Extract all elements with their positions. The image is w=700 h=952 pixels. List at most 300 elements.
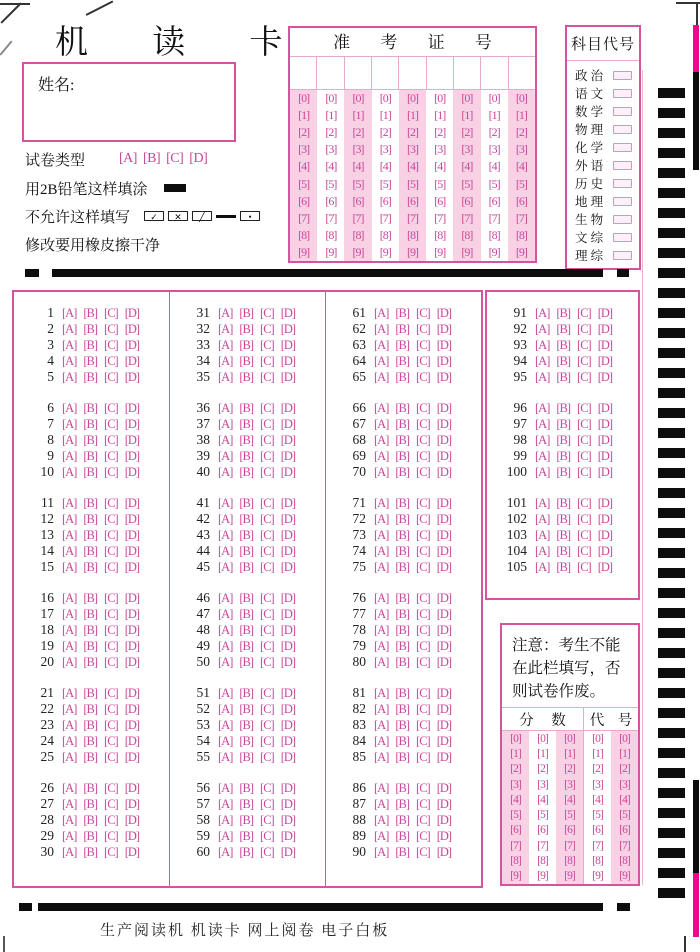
exam-digit-bubble-3[interactable]: [3]	[325, 142, 337, 157]
score-digit-bubble-4[interactable]: [4]	[564, 793, 575, 806]
score-digit-bubble-5[interactable]: [5]	[510, 809, 521, 822]
exam-digit-bubble-1[interactable]: [1]	[325, 108, 337, 123]
answer-bubble-40-D[interactable]: [D]	[280, 464, 296, 479]
exam-digit-bubble-3[interactable]: [3]	[488, 142, 500, 157]
exam-digit-bubble-3[interactable]: [3]	[461, 142, 473, 157]
answer-bubble-5-D[interactable]: [D]	[124, 369, 140, 384]
answer-bubble-2-A[interactable]: [A]	[62, 321, 77, 336]
exam-digit-bubble-4[interactable]: [4]	[515, 159, 527, 174]
score-digit-bubble-3[interactable]: [3]	[537, 778, 548, 791]
answer-bubble-69-A[interactable]: [A]	[374, 448, 389, 463]
answer-bubble-98-B[interactable]: [B]	[556, 432, 571, 447]
answer-bubble-76-A[interactable]: [A]	[374, 590, 389, 605]
score-digit-bubble-9[interactable]: [9]	[510, 870, 521, 883]
answer-bubble-1-C[interactable]: [C]	[104, 305, 118, 320]
answer-bubble-38-B[interactable]: [B]	[239, 432, 254, 447]
answer-bubble-6-C[interactable]: [C]	[104, 400, 118, 415]
answer-bubble-24-B[interactable]: [B]	[83, 733, 98, 748]
score-digit-bubble-4[interactable]: [4]	[537, 793, 548, 806]
answer-bubble-75-D[interactable]: [D]	[436, 559, 452, 574]
answer-bubble-57-B[interactable]: [B]	[239, 796, 254, 811]
answer-bubble-59-A[interactable]: [A]	[218, 828, 233, 843]
exam-digit-bubble-8[interactable]: [8]	[406, 227, 418, 242]
exam-digit-bubble-7[interactable]: [7]	[406, 210, 418, 225]
score-digit-bubble-0[interactable]: [0]	[510, 732, 521, 745]
answer-bubble-48-D[interactable]: [D]	[280, 622, 296, 637]
answer-bubble-91-C[interactable]: [C]	[577, 305, 591, 320]
exam-digit-bubble-5[interactable]: [5]	[434, 176, 446, 191]
answer-bubble-41-B[interactable]: [B]	[239, 495, 254, 510]
answer-bubble-44-D[interactable]: [D]	[280, 543, 296, 558]
answer-bubble-42-A[interactable]: [A]	[218, 511, 233, 526]
answer-bubble-68-B[interactable]: [B]	[395, 432, 410, 447]
answer-bubble-9-D[interactable]: [D]	[124, 448, 140, 463]
answer-bubble-90-D[interactable]: [D]	[436, 844, 452, 859]
answer-bubble-50-C[interactable]: [C]	[260, 654, 274, 669]
answer-bubble-64-D[interactable]: [D]	[436, 353, 452, 368]
answer-bubble-103-A[interactable]: [A]	[535, 527, 550, 542]
answer-bubble-37-B[interactable]: [B]	[239, 416, 254, 431]
answer-bubble-45-C[interactable]: [C]	[260, 559, 274, 574]
score-digit-bubble-8[interactable]: [8]	[537, 855, 548, 868]
answer-bubble-3-A[interactable]: [A]	[62, 337, 77, 352]
exam-digit-bubble-4[interactable]: [4]	[352, 159, 364, 174]
answer-bubble-67-B[interactable]: [B]	[395, 416, 410, 431]
exam-number-write-cell[interactable]	[508, 57, 535, 89]
answer-bubble-29-D[interactable]: [D]	[124, 828, 140, 843]
answer-bubble-40-A[interactable]: [A]	[218, 464, 233, 479]
exam-digit-bubble-8[interactable]: [8]	[488, 227, 500, 242]
answer-bubble-8-A[interactable]: [A]	[62, 432, 77, 447]
answer-bubble-6-A[interactable]: [A]	[62, 400, 77, 415]
answer-bubble-61-A[interactable]: [A]	[374, 305, 389, 320]
answer-bubble-45-A[interactable]: [A]	[218, 559, 233, 574]
answer-bubble-43-C[interactable]: [C]	[260, 527, 274, 542]
paper-type-bubble-C[interactable]: [C]	[166, 151, 184, 166]
answer-bubble-71-B[interactable]: [B]	[395, 495, 410, 510]
answer-bubble-34-A[interactable]: [A]	[218, 353, 233, 368]
answer-bubble-75-A[interactable]: [A]	[374, 559, 389, 574]
exam-digit-bubble-4[interactable]: [4]	[379, 159, 391, 174]
answer-bubble-30-B[interactable]: [B]	[83, 844, 98, 859]
answer-bubble-96-B[interactable]: [B]	[556, 400, 571, 415]
answer-bubble-26-A[interactable]: [A]	[62, 780, 77, 795]
answer-bubble-26-D[interactable]: [D]	[124, 780, 140, 795]
answer-bubble-42-D[interactable]: [D]	[280, 511, 296, 526]
exam-digit-bubble-1[interactable]: [1]	[298, 108, 310, 123]
answer-bubble-81-B[interactable]: [B]	[395, 685, 410, 700]
answer-bubble-26-B[interactable]: [B]	[83, 780, 98, 795]
answer-bubble-61-B[interactable]: [B]	[395, 305, 410, 320]
exam-digit-bubble-0[interactable]: [0]	[434, 91, 446, 106]
answer-bubble-8-D[interactable]: [D]	[124, 432, 140, 447]
answer-bubble-105-D[interactable]: [D]	[597, 559, 613, 574]
answer-bubble-44-A[interactable]: [A]	[218, 543, 233, 558]
answer-bubble-65-B[interactable]: [B]	[395, 369, 410, 384]
answer-bubble-91-D[interactable]: [D]	[597, 305, 613, 320]
subject-bubble[interactable]	[613, 125, 632, 134]
answer-bubble-72-A[interactable]: [A]	[374, 511, 389, 526]
answer-bubble-1-A[interactable]: [A]	[62, 305, 77, 320]
exam-digit-bubble-1[interactable]: [1]	[488, 108, 500, 123]
answer-bubble-13-B[interactable]: [B]	[83, 527, 98, 542]
score-digit-bubble-0[interactable]: [0]	[592, 732, 603, 745]
answer-bubble-101-B[interactable]: [B]	[556, 495, 571, 510]
score-digit-bubble-8[interactable]: [8]	[592, 855, 603, 868]
exam-digit-bubble-5[interactable]: [5]	[488, 176, 500, 191]
exam-digit-bubble-3[interactable]: [3]	[515, 142, 527, 157]
subject-bubble[interactable]	[613, 251, 632, 260]
answer-bubble-88-B[interactable]: [B]	[395, 812, 410, 827]
answer-bubble-98-D[interactable]: [D]	[597, 432, 613, 447]
answer-bubble-12-C[interactable]: [C]	[104, 511, 118, 526]
answer-bubble-4-A[interactable]: [A]	[62, 353, 77, 368]
answer-bubble-20-C[interactable]: [C]	[104, 654, 118, 669]
exam-digit-bubble-2[interactable]: [2]	[298, 125, 310, 140]
answer-bubble-41-C[interactable]: [C]	[260, 495, 274, 510]
answer-bubble-12-B[interactable]: [B]	[83, 511, 98, 526]
exam-digit-bubble-9[interactable]: [9]	[406, 244, 418, 259]
answer-bubble-56-D[interactable]: [D]	[280, 780, 296, 795]
score-digit-bubble-2[interactable]: [2]	[510, 763, 521, 776]
answer-bubble-9-A[interactable]: [A]	[62, 448, 77, 463]
answer-bubble-81-C[interactable]: [C]	[416, 685, 430, 700]
answer-bubble-101-A[interactable]: [A]	[535, 495, 550, 510]
answer-bubble-28-B[interactable]: [B]	[83, 812, 98, 827]
exam-digit-bubble-9[interactable]: [9]	[461, 244, 473, 259]
score-digit-bubble-7[interactable]: [7]	[510, 839, 521, 852]
answer-bubble-51-C[interactable]: [C]	[260, 685, 274, 700]
answer-bubble-81-A[interactable]: [A]	[374, 685, 389, 700]
answer-bubble-103-B[interactable]: [B]	[556, 527, 571, 542]
answer-bubble-95-D[interactable]: [D]	[597, 369, 613, 384]
exam-digit-bubble-7[interactable]: [7]	[434, 210, 446, 225]
answer-bubble-100-D[interactable]: [D]	[597, 464, 613, 479]
answer-bubble-5-B[interactable]: [B]	[83, 369, 98, 384]
answer-bubble-69-B[interactable]: [B]	[395, 448, 410, 463]
answer-bubble-41-D[interactable]: [D]	[280, 495, 296, 510]
answer-bubble-58-B[interactable]: [B]	[239, 812, 254, 827]
exam-digit-bubble-9[interactable]: [9]	[298, 244, 310, 259]
answer-bubble-86-C[interactable]: [C]	[416, 780, 430, 795]
answer-bubble-45-D[interactable]: [D]	[280, 559, 296, 574]
answer-bubble-62-B[interactable]: [B]	[395, 321, 410, 336]
answer-bubble-86-B[interactable]: [B]	[395, 780, 410, 795]
answer-bubble-14-C[interactable]: [C]	[104, 543, 118, 558]
answer-bubble-35-A[interactable]: [A]	[218, 369, 233, 384]
answer-bubble-83-C[interactable]: [C]	[416, 717, 430, 732]
answer-bubble-9-C[interactable]: [C]	[104, 448, 118, 463]
answer-bubble-63-C[interactable]: [C]	[416, 337, 430, 352]
exam-digit-bubble-2[interactable]: [2]	[461, 125, 473, 140]
answer-bubble-21-C[interactable]: [C]	[104, 685, 118, 700]
answer-bubble-23-B[interactable]: [B]	[83, 717, 98, 732]
score-digit-bubble-5[interactable]: [5]	[537, 809, 548, 822]
answer-bubble-89-C[interactable]: [C]	[416, 828, 430, 843]
score-digit-bubble-4[interactable]: [4]	[592, 793, 603, 806]
score-digit-bubble-7[interactable]: [7]	[564, 839, 575, 852]
answer-bubble-104-A[interactable]: [A]	[535, 543, 550, 558]
score-digit-bubble-1[interactable]: [1]	[510, 747, 521, 760]
answer-bubble-48-B[interactable]: [B]	[239, 622, 254, 637]
exam-digit-bubble-1[interactable]: [1]	[406, 108, 418, 123]
answer-bubble-37-A[interactable]: [A]	[218, 416, 233, 431]
answer-bubble-55-D[interactable]: [D]	[280, 749, 296, 764]
answer-bubble-94-D[interactable]: [D]	[597, 353, 613, 368]
answer-bubble-33-D[interactable]: [D]	[280, 337, 296, 352]
exam-digit-bubble-8[interactable]: [8]	[352, 227, 364, 242]
answer-bubble-21-B[interactable]: [B]	[83, 685, 98, 700]
answer-bubble-25-B[interactable]: [B]	[83, 749, 98, 764]
answer-bubble-99-A[interactable]: [A]	[535, 448, 550, 463]
answer-bubble-87-C[interactable]: [C]	[416, 796, 430, 811]
answer-bubble-86-A[interactable]: [A]	[374, 780, 389, 795]
answer-bubble-38-C[interactable]: [C]	[260, 432, 274, 447]
answer-bubble-44-B[interactable]: [B]	[239, 543, 254, 558]
answer-bubble-100-C[interactable]: [C]	[577, 464, 591, 479]
exam-digit-bubble-4[interactable]: [4]	[488, 159, 500, 174]
answer-bubble-8-B[interactable]: [B]	[83, 432, 98, 447]
answer-bubble-102-A[interactable]: [A]	[535, 511, 550, 526]
answer-bubble-39-B[interactable]: [B]	[239, 448, 254, 463]
answer-bubble-90-A[interactable]: [A]	[374, 844, 389, 859]
answer-bubble-99-B[interactable]: [B]	[556, 448, 571, 463]
answer-bubble-40-B[interactable]: [B]	[239, 464, 254, 479]
answer-bubble-62-C[interactable]: [C]	[416, 321, 430, 336]
exam-digit-bubble-0[interactable]: [0]	[379, 91, 391, 106]
answer-bubble-10-B[interactable]: [B]	[83, 464, 98, 479]
answer-bubble-55-B[interactable]: [B]	[239, 749, 254, 764]
answer-bubble-85-C[interactable]: [C]	[416, 749, 430, 764]
answer-bubble-25-C[interactable]: [C]	[104, 749, 118, 764]
answer-bubble-15-D[interactable]: [D]	[124, 559, 140, 574]
answer-bubble-91-A[interactable]: [A]	[535, 305, 550, 320]
exam-digit-bubble-5[interactable]: [5]	[406, 176, 418, 191]
answer-bubble-79-C[interactable]: [C]	[416, 638, 430, 653]
answer-bubble-67-C[interactable]: [C]	[416, 416, 430, 431]
answer-bubble-12-D[interactable]: [D]	[124, 511, 140, 526]
answer-bubble-85-D[interactable]: [D]	[436, 749, 452, 764]
answer-bubble-7-D[interactable]: [D]	[124, 416, 140, 431]
answer-bubble-45-B[interactable]: [B]	[239, 559, 254, 574]
answer-bubble-70-A[interactable]: [A]	[374, 464, 389, 479]
answer-bubble-60-C[interactable]: [C]	[260, 844, 274, 859]
answer-bubble-22-B[interactable]: [B]	[83, 701, 98, 716]
answer-bubble-76-B[interactable]: [B]	[395, 590, 410, 605]
answer-bubble-89-A[interactable]: [A]	[374, 828, 389, 843]
score-digit-bubble-5[interactable]: [5]	[619, 809, 630, 822]
answer-bubble-85-B[interactable]: [B]	[395, 749, 410, 764]
answer-bubble-97-A[interactable]: [A]	[535, 416, 550, 431]
answer-bubble-79-B[interactable]: [B]	[395, 638, 410, 653]
answer-bubble-46-B[interactable]: [B]	[239, 590, 254, 605]
answer-bubble-89-B[interactable]: [B]	[395, 828, 410, 843]
answer-bubble-37-C[interactable]: [C]	[260, 416, 274, 431]
answer-bubble-11-D[interactable]: [D]	[124, 495, 140, 510]
score-digit-bubble-2[interactable]: [2]	[592, 763, 603, 776]
name-box[interactable]	[22, 62, 236, 142]
score-digit-bubble-6[interactable]: [6]	[537, 824, 548, 837]
answer-bubble-101-C[interactable]: [C]	[577, 495, 591, 510]
answer-bubble-11-A[interactable]: [A]	[62, 495, 77, 510]
answer-bubble-53-A[interactable]: [A]	[218, 717, 233, 732]
answer-bubble-89-D[interactable]: [D]	[436, 828, 452, 843]
answer-bubble-78-B[interactable]: [B]	[395, 622, 410, 637]
exam-digit-bubble-9[interactable]: [9]	[379, 244, 391, 259]
answer-bubble-24-A[interactable]: [A]	[62, 733, 77, 748]
answer-bubble-67-A[interactable]: [A]	[374, 416, 389, 431]
answer-bubble-32-C[interactable]: [C]	[260, 321, 274, 336]
answer-bubble-82-D[interactable]: [D]	[436, 701, 452, 716]
answer-bubble-99-C[interactable]: [C]	[577, 448, 591, 463]
answer-bubble-9-B[interactable]: [B]	[83, 448, 98, 463]
exam-digit-bubble-5[interactable]: [5]	[461, 176, 473, 191]
exam-number-write-cell[interactable]	[290, 57, 316, 89]
exam-digit-bubble-7[interactable]: [7]	[379, 210, 391, 225]
answer-bubble-3-B[interactable]: [B]	[83, 337, 98, 352]
answer-bubble-26-C[interactable]: [C]	[104, 780, 118, 795]
answer-bubble-34-B[interactable]: [B]	[239, 353, 254, 368]
answer-bubble-29-C[interactable]: [C]	[104, 828, 118, 843]
answer-bubble-87-D[interactable]: [D]	[436, 796, 452, 811]
score-digit-bubble-6[interactable]: [6]	[619, 824, 630, 837]
answer-bubble-15-C[interactable]: [C]	[104, 559, 118, 574]
subject-bubble[interactable]	[613, 143, 632, 152]
answer-bubble-57-D[interactable]: [D]	[280, 796, 296, 811]
answer-bubble-94-B[interactable]: [B]	[556, 353, 571, 368]
exam-digit-bubble-9[interactable]: [9]	[434, 244, 446, 259]
answer-bubble-19-A[interactable]: [A]	[62, 638, 77, 653]
answer-bubble-80-D[interactable]: [D]	[436, 654, 452, 669]
answer-bubble-76-C[interactable]: [C]	[416, 590, 430, 605]
score-digit-bubble-1[interactable]: [1]	[592, 747, 603, 760]
answer-bubble-57-A[interactable]: [A]	[218, 796, 233, 811]
answer-bubble-46-D[interactable]: [D]	[280, 590, 296, 605]
score-digit-bubble-2[interactable]: [2]	[619, 763, 630, 776]
answer-bubble-10-D[interactable]: [D]	[124, 464, 140, 479]
answer-bubble-36-B[interactable]: [B]	[239, 400, 254, 415]
answer-bubble-59-C[interactable]: [C]	[260, 828, 274, 843]
answer-bubble-21-D[interactable]: [D]	[124, 685, 140, 700]
score-digit-bubble-0[interactable]: [0]	[537, 732, 548, 745]
answer-bubble-74-A[interactable]: [A]	[374, 543, 389, 558]
answer-bubble-34-C[interactable]: [C]	[260, 353, 274, 368]
answer-bubble-11-B[interactable]: [B]	[83, 495, 98, 510]
answer-bubble-31-A[interactable]: [A]	[218, 305, 233, 320]
answer-bubble-77-C[interactable]: [C]	[416, 606, 430, 621]
answer-bubble-83-D[interactable]: [D]	[436, 717, 452, 732]
answer-bubble-93-B[interactable]: [B]	[556, 337, 571, 352]
answer-bubble-102-B[interactable]: [B]	[556, 511, 571, 526]
answer-bubble-63-D[interactable]: [D]	[436, 337, 452, 352]
answer-bubble-23-A[interactable]: [A]	[62, 717, 77, 732]
exam-digit-bubble-7[interactable]: [7]	[488, 210, 500, 225]
score-digit-bubble-1[interactable]: [1]	[537, 747, 548, 760]
answer-bubble-20-D[interactable]: [D]	[124, 654, 140, 669]
exam-digit-bubble-2[interactable]: [2]	[406, 125, 418, 140]
answer-bubble-87-B[interactable]: [B]	[395, 796, 410, 811]
answer-bubble-28-D[interactable]: [D]	[124, 812, 140, 827]
answer-bubble-14-B[interactable]: [B]	[83, 543, 98, 558]
score-digit-bubble-9[interactable]: [9]	[564, 870, 575, 883]
answer-bubble-54-A[interactable]: [A]	[218, 733, 233, 748]
answer-bubble-77-B[interactable]: [B]	[395, 606, 410, 621]
score-digit-bubble-3[interactable]: [3]	[510, 778, 521, 791]
answer-bubble-16-B[interactable]: [B]	[83, 590, 98, 605]
answer-bubble-44-C[interactable]: [C]	[260, 543, 274, 558]
subject-bubble[interactable]	[613, 197, 632, 206]
answer-bubble-63-A[interactable]: [A]	[374, 337, 389, 352]
answer-bubble-13-C[interactable]: [C]	[104, 527, 118, 542]
answer-bubble-53-C[interactable]: [C]	[260, 717, 274, 732]
answer-bubble-72-D[interactable]: [D]	[436, 511, 452, 526]
score-digit-bubble-7[interactable]: [7]	[592, 839, 603, 852]
answer-bubble-52-C[interactable]: [C]	[260, 701, 274, 716]
answer-bubble-24-D[interactable]: [D]	[124, 733, 140, 748]
answer-bubble-27-C[interactable]: [C]	[104, 796, 118, 811]
answer-bubble-57-C[interactable]: [C]	[260, 796, 274, 811]
answer-bubble-35-B[interactable]: [B]	[239, 369, 254, 384]
answer-bubble-69-C[interactable]: [C]	[416, 448, 430, 463]
answer-bubble-18-B[interactable]: [B]	[83, 622, 98, 637]
answer-bubble-96-A[interactable]: [A]	[535, 400, 550, 415]
answer-bubble-92-B[interactable]: [B]	[556, 321, 571, 336]
answer-bubble-65-C[interactable]: [C]	[416, 369, 430, 384]
score-digit-bubble-9[interactable]: [9]	[619, 870, 630, 883]
answer-bubble-13-D[interactable]: [D]	[124, 527, 140, 542]
answer-bubble-52-D[interactable]: [D]	[280, 701, 296, 716]
answer-bubble-98-C[interactable]: [C]	[577, 432, 591, 447]
answer-bubble-39-D[interactable]: [D]	[280, 448, 296, 463]
answer-bubble-19-D[interactable]: [D]	[124, 638, 140, 653]
answer-bubble-62-D[interactable]: [D]	[436, 321, 452, 336]
exam-digit-bubble-6[interactable]: [6]	[379, 193, 391, 208]
answer-bubble-30-C[interactable]: [C]	[104, 844, 118, 859]
score-digit-bubble-4[interactable]: [4]	[619, 793, 630, 806]
answer-bubble-84-D[interactable]: [D]	[436, 733, 452, 748]
answer-bubble-58-A[interactable]: [A]	[218, 812, 233, 827]
answer-bubble-73-A[interactable]: [A]	[374, 527, 389, 542]
answer-bubble-32-D[interactable]: [D]	[280, 321, 296, 336]
exam-digit-bubble-4[interactable]: [4]	[298, 159, 310, 174]
answer-bubble-88-D[interactable]: [D]	[436, 812, 452, 827]
answer-bubble-85-A[interactable]: [A]	[374, 749, 389, 764]
answer-bubble-68-D[interactable]: [D]	[436, 432, 452, 447]
answer-bubble-105-B[interactable]: [B]	[556, 559, 571, 574]
answer-bubble-14-A[interactable]: [A]	[62, 543, 77, 558]
answer-bubble-63-B[interactable]: [B]	[395, 337, 410, 352]
answer-bubble-43-D[interactable]: [D]	[280, 527, 296, 542]
exam-digit-bubble-3[interactable]: [3]	[434, 142, 446, 157]
answer-bubble-96-C[interactable]: [C]	[577, 400, 591, 415]
answer-bubble-81-D[interactable]: [D]	[436, 685, 452, 700]
answer-bubble-70-B[interactable]: [B]	[395, 464, 410, 479]
answer-bubble-90-C[interactable]: [C]	[416, 844, 430, 859]
answer-bubble-54-D[interactable]: [D]	[280, 733, 296, 748]
answer-bubble-82-C[interactable]: [C]	[416, 701, 430, 716]
answer-bubble-5-A[interactable]: [A]	[62, 369, 77, 384]
exam-digit-bubble-7[interactable]: [7]	[515, 210, 527, 225]
answer-bubble-55-A[interactable]: [A]	[218, 749, 233, 764]
answer-bubble-31-C[interactable]: [C]	[260, 305, 274, 320]
exam-digit-bubble-4[interactable]: [4]	[461, 159, 473, 174]
answer-bubble-4-C[interactable]: [C]	[104, 353, 118, 368]
answer-bubble-96-D[interactable]: [D]	[597, 400, 613, 415]
answer-bubble-71-C[interactable]: [C]	[416, 495, 430, 510]
answer-bubble-83-A[interactable]: [A]	[374, 717, 389, 732]
answer-bubble-62-A[interactable]: [A]	[374, 321, 389, 336]
answer-bubble-77-A[interactable]: [A]	[374, 606, 389, 621]
